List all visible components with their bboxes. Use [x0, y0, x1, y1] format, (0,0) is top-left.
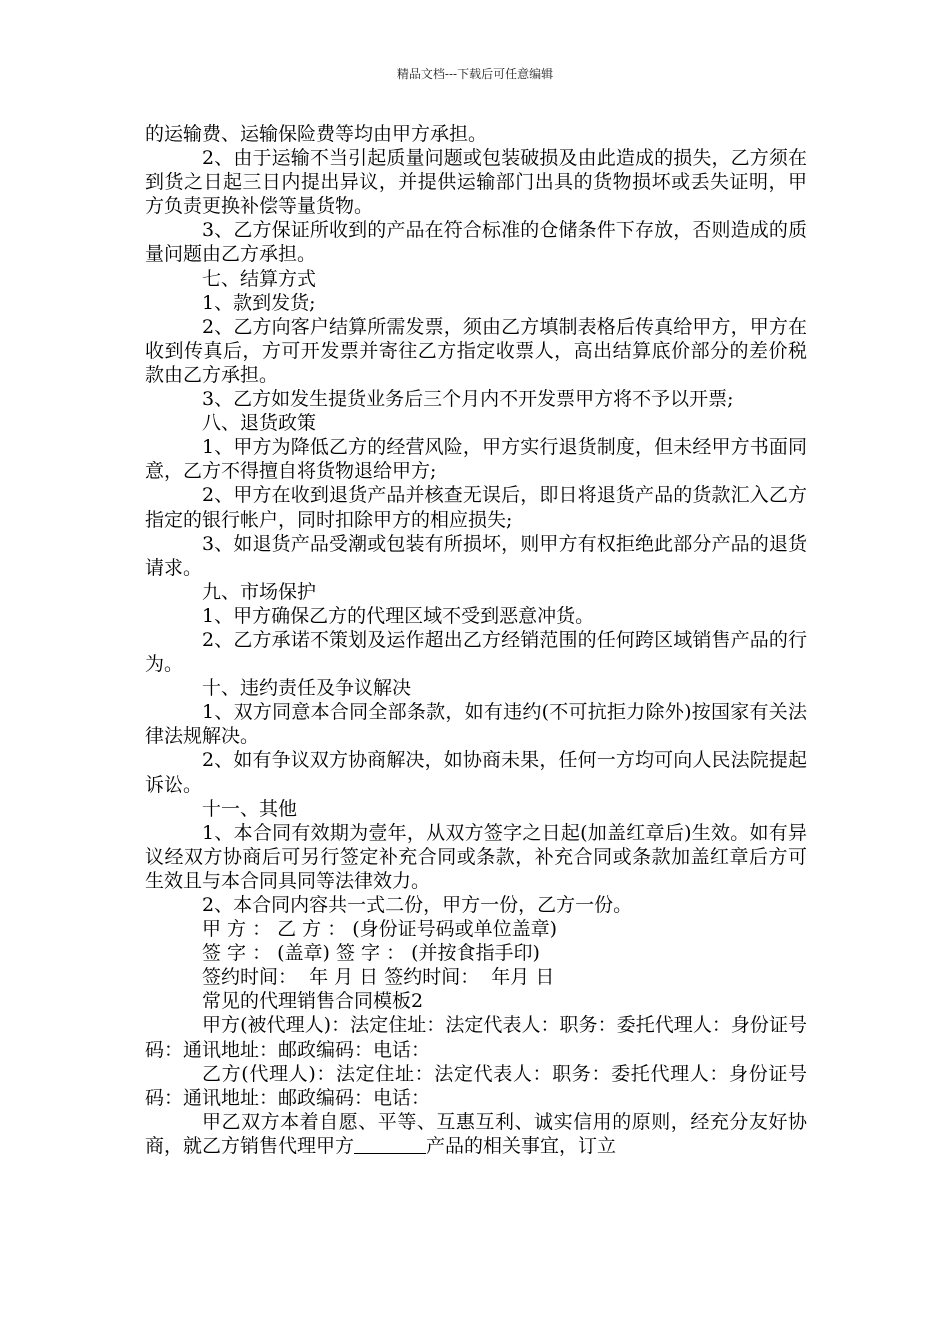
paragraph [145, 1110, 807, 1158]
paragraph: 3、乙方如发生提货业务后三个月内不开发票甲方将不予以开票; [202, 388, 734, 411]
paragraph: 2、由于运输不当引起质量问题或包装破损及由此造成的损失，乙方须在到货之日起三日内提出异议，并提供运输部门出具的货物损坏或丢失证明，甲方负责更换补偿等量货物。 [145, 147, 807, 218]
paragraph: 2、本合同内容共一式二份，甲方一份，乙方一份。 [202, 894, 633, 916]
paragraph: 3、如退货产品受潮或包装有所损坏，则甲方有权拒绝此部分产品的退货请求。 [145, 532, 807, 579]
paragraph: 的运输费、运输保险费等均由甲方承担。 [145, 123, 488, 145]
party-info: 乙方(代理人)：法定住址：法定代表人：职务：委托代理人：身份证号码：通讯地址：邮政编码：电话： [145, 1062, 807, 1109]
section-heading: 常见的代理销售合同模板2 [202, 990, 424, 1013]
section-heading: 十、违约责任及争议解决 [202, 677, 412, 700]
signature-date-line: 签约时间： 年 月 日 签约时间： 年月 日 [202, 966, 555, 989]
section-heading: 八、退货政策 [202, 412, 317, 435]
paragraph: 1、本合同有效期为壹年，从双方签字之日起(加盖红章后)生效。如有异议经双方协商后可另行签定补充合同或条款，补充合同或条款加盖红章后方可生效且与本合同具同等法律效力。 [145, 821, 807, 892]
paragraph: 2、甲方在收到退货产品并核查无误后，即日将退货产品的货款汇入乙方指定的银行帐户，同时扣除甲方的相应损失; [145, 484, 807, 531]
paragraph-text-after-blank: 产品的相关事宜，订立 [426, 1134, 617, 1157]
paragraph: 2、乙方向客户结算所需发票，须由乙方填制表格后传真给甲方，甲方在收到传真后，方可开发票并寄往乙方指定收票人，高出结算底价部分的差价税款由乙方承担。 [145, 315, 807, 386]
document-body [145, 122, 807, 1158]
page-header: 精品文档---下载后可任意编辑 [396, 67, 554, 81]
paragraph: 2、乙方承诺不策划及运作超出乙方经销范围的任何跨区域销售产品的行为。 [145, 628, 807, 676]
signature-line: 甲 方 ： 乙 方 ： (身份证号码或单位盖章) [202, 918, 558, 941]
section-heading: 九、市场保护 [202, 580, 317, 603]
signature-line: 签 字 ： (盖章) 签 字 ： (并按食指手印) [202, 942, 540, 965]
section-heading: 十一、其他 [202, 797, 298, 820]
paragraph-text-before-blank: 甲乙双方本着自愿、平等、互惠互利、诚实信用的原则，经充分友好协商，就乙方销售代理甲方 [145, 1110, 807, 1157]
paragraph: 1、款到发货; [202, 291, 316, 314]
paragraph: 1、甲方确保乙方的代理区域不受到恶意冲货。 [202, 604, 595, 627]
party-info: 甲方(被代理人)：法定住址：法定代表人：职务：委托代理人：身份证号码：通讯地址：邮政编码：电话： [145, 1014, 807, 1061]
paragraph: 2、如有争议双方协商解决，如协商未果，任何一方均可向人民法院提起诉讼。 [145, 749, 807, 796]
fill-in-blank [354, 1135, 426, 1154]
paragraph: 3、乙方保证所收到的产品在符合标准的仓储条件下存放，否则造成的质量问题由乙方承担。 [145, 219, 807, 266]
paragraph: 1、甲方为降低乙方的经营风险，甲方实行退货制度，但未经甲方书面同意，乙方不得擅自将货物退给甲方; [145, 436, 807, 483]
paragraph: 1、双方同意本合同全部条款，如有违约(不可抗拒力除外)按国家有关法律法规解决。 [145, 701, 807, 748]
section-heading: 七、结算方式 [202, 267, 317, 290]
